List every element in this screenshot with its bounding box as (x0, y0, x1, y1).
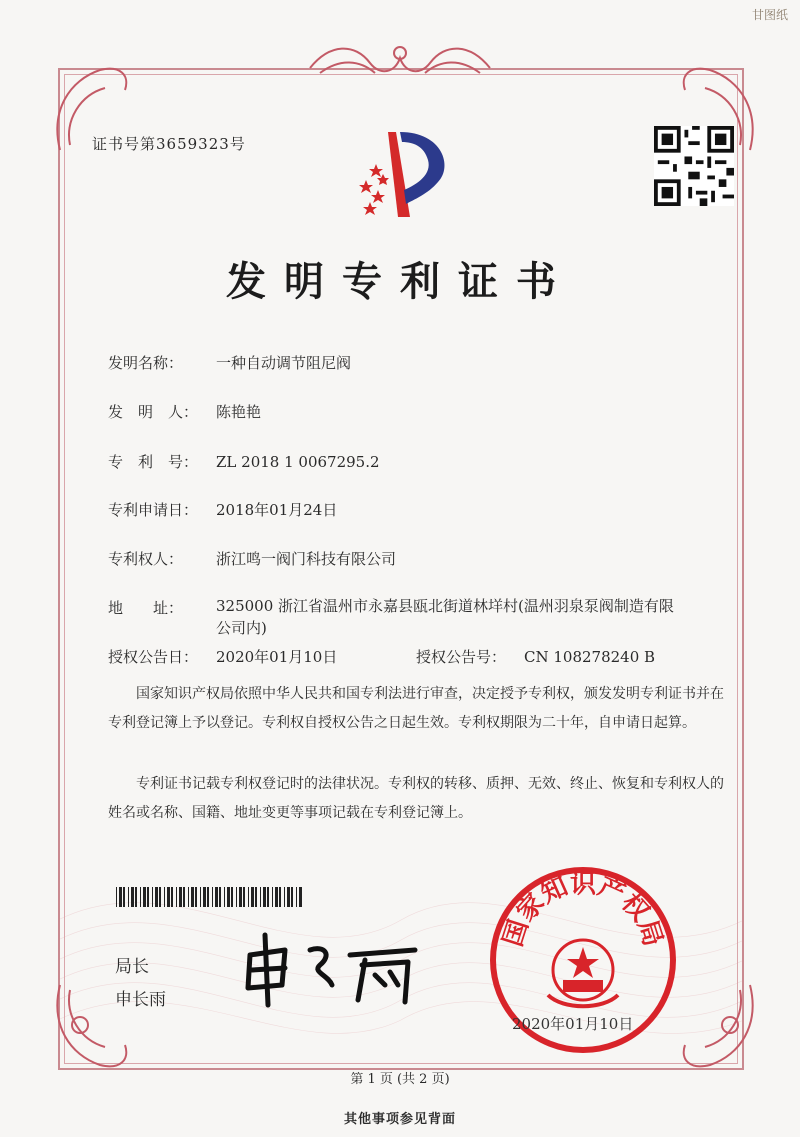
field-patent-number (108, 451, 380, 472)
field-value: 陈艳艳 (216, 403, 262, 421)
certificate-number: 证书号第3659323号 (92, 135, 246, 153)
seal-date: 2020年01月10日 (512, 1015, 634, 1033)
director-name: 申长雨 (115, 990, 166, 1010)
footer-note: 其他事项参见背面 (343, 1112, 456, 1127)
field-announcement-number (416, 646, 655, 667)
field-label: 专利权人： (108, 550, 184, 568)
seal-text: 国家知识产权局 (498, 869, 668, 951)
field-label: 发 明 人： (108, 403, 199, 421)
qr-code-icon (654, 126, 734, 206)
cnipa-logo-icon (348, 122, 468, 222)
field-address-label-row (108, 597, 216, 618)
svg-text:国家知识产权局 (498, 869, 668, 950)
field-value: 2020年01月10日 (216, 648, 338, 666)
corner-ornament-bottom-left (40, 965, 160, 1085)
certificate-paragraph: 国家知识产权局依照中华人民共和国专利法进行审查，决定授予专利权，颁发发明专利证书并在专利登记簿上予以登记。专利权自授权公告之日起生效。专利权期限为二十年，自申请日起算。 (108, 686, 724, 731)
field-invention-name (108, 352, 351, 373)
field-label: 地 址： (108, 599, 184, 617)
field-inventor (108, 401, 261, 422)
barcode-icon (116, 887, 304, 907)
field-label: 授权公告日： (108, 648, 199, 666)
field-address-value: 325000 浙江省温州市永嘉县瓯北街道林垟村(温州羽泉泵阀制造有限公司内) (216, 597, 674, 637)
field-label: 授权公告号： (416, 648, 507, 666)
field-value: ZL 2018 1 0067295.2 (216, 453, 380, 471)
field-grant-date (108, 646, 337, 667)
field-label: 发明名称： (108, 354, 184, 372)
field-value: 一种自动调节阻尼阀 (216, 354, 352, 372)
director-title: 局长 (115, 957, 149, 977)
page-title: 发明专利证书 (226, 259, 574, 305)
top-ornament (300, 38, 500, 83)
field-patentee (108, 548, 396, 569)
field-label: 专 利 号： (108, 453, 199, 471)
corner-stamp-text: 甘图纸 (751, 8, 788, 22)
field-value: 浙江鸣一阀门科技有限公司 (216, 550, 397, 568)
certificate-paragraph: 专利证书记载专利权登记时的法律状况。专利权的转移、质押、无效、终止、恢复和专利权人的姓名或名称、国籍、地址变更等事项记载在专利登记簿上。 (108, 776, 724, 821)
field-label: 专利申请日： (108, 501, 199, 519)
field-application-date (108, 499, 337, 520)
field-value: 2018年01月24日 (216, 501, 338, 519)
field-value: CN 108278240 B (524, 648, 656, 666)
page-number: 第 1 页 (共 2 页) (350, 1072, 450, 1087)
director-signature (240, 930, 430, 1010)
